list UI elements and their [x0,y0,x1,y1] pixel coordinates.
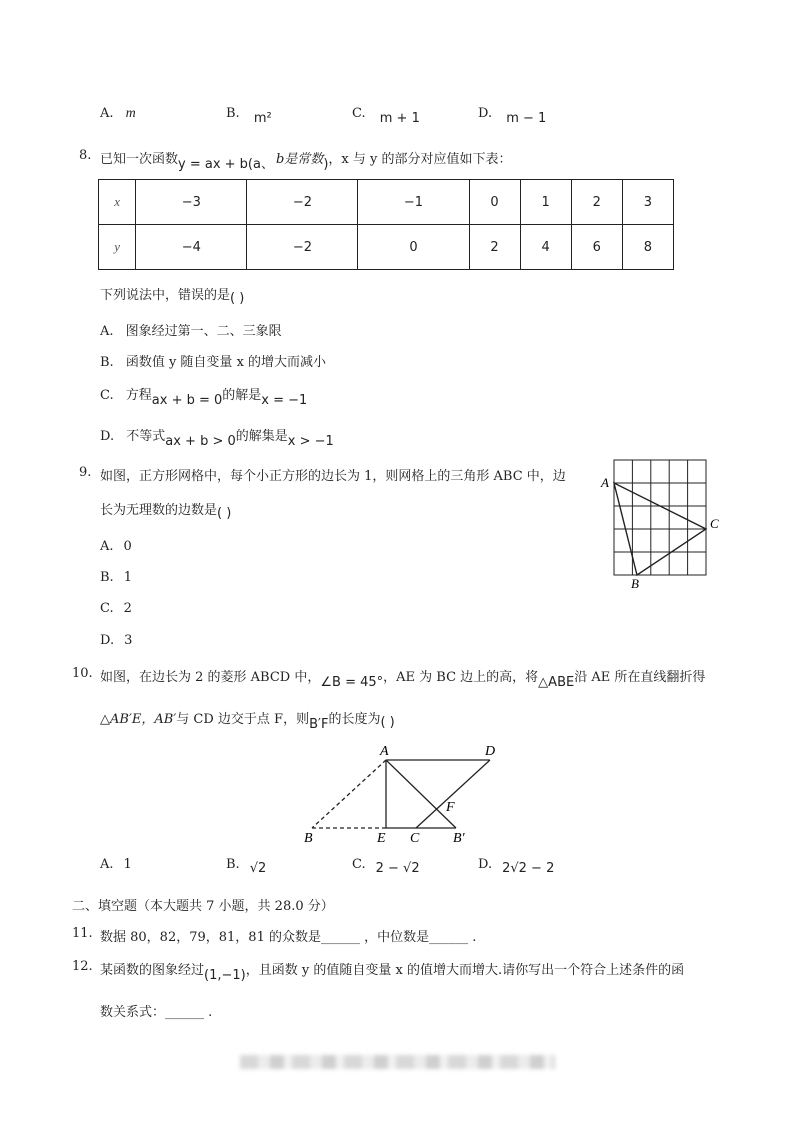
table-header-x: x [99,180,136,225]
label-c: C [710,516,719,531]
q10-line1 [100,666,706,690]
q10-line2-c: 的长度为 [328,712,381,727]
q8-option-c-letter: C. [100,388,114,403]
table-cell: 1 [520,180,571,225]
q8-paren: ( ) [230,291,245,306]
q7-option-c-text: m + 1 [379,111,420,126]
q9-line2 [100,499,232,521]
label-c: C [410,831,420,846]
table-cell: 3 [622,180,673,225]
q8-option-d-pre: 不等式 [126,429,166,444]
q8-stem: 已知一次函数y = ax + b(a、 b是常数)，x 与 y 的部分对应值如下表： [100,152,512,172]
q8-question-text: 下列说法中，错误的是 [100,288,231,303]
q9-grid-figure [596,456,726,590]
q8-option-b [100,351,326,370]
q8-option-c-mid: 的解是 [222,388,262,403]
q10-number: 10. [72,666,93,681]
label-e: E [377,831,386,846]
q10-option-b-letter: B. [226,857,240,872]
q10-option-c [352,857,420,876]
q9-number: 9. [79,465,92,480]
q10-line2-b: 与 CD 边交于点 F，则 [176,712,310,727]
q8-option-c-formula2: x = −1 [261,393,308,408]
table-cell: 6 [571,225,622,270]
q12-line1 [100,959,685,983]
q8-option-d [100,425,334,449]
q9-option-c-letter: C. [100,601,114,616]
table-cell: 2 [469,225,520,270]
q8-option-a-letter: A. [100,324,114,339]
q8-option-d-formula2: x > −1 [287,434,334,449]
seg-dc [416,760,490,828]
q10-option-d [478,857,555,876]
q8-stem-a: 已知一次函数 [100,152,179,167]
q10-option-c-text: 2 − √2 [375,861,420,876]
q10-triangle: △ABE [538,675,575,690]
q8-option-c [100,384,308,408]
q8-option-d-mid: 的解集是 [235,429,288,444]
q9-option-b-text: 1 [123,570,132,585]
q10-option-c-letter: C. [352,857,366,872]
q12-line2: 数关系式：______ . [100,1005,213,1020]
table-cell: 0 [358,225,469,270]
q8-option-c-pre: 方程 [125,388,152,403]
q7-option-b [226,106,272,126]
q10-option-b [226,857,267,876]
q8-option-b-letter: B. [100,355,114,370]
q10-option-a-letter: A. [100,857,114,872]
q8-stem-b: b是常数 [275,152,324,167]
q10-option-a-text: 1 [123,857,132,872]
q7-option-b-letter: B. [226,106,240,121]
q7-option-a [100,106,136,122]
q11-text: 数据 80，82，79，81，81 的众数是______ ，中位数是______ . [100,930,477,945]
q10-line1-b: ，AE 为 BC 边上的高，将 [383,670,539,685]
label-f: F [446,800,455,815]
q7-option-a-letter: A. [100,106,114,121]
section-title: 二、填空题（本大题共 7 小题，共 28.0 分） [72,899,334,914]
q9-option-d-text: 3 [124,633,133,648]
q12-line1-a: 某函数的图象经过 [100,963,205,978]
blurred-footer [240,1055,555,1069]
label-a: A [380,744,389,759]
q8-number: 8. [79,148,92,163]
q10-line1-c: 沿 AE 所在直线翻折得 [574,670,706,685]
q10-option-d-letter: D. [478,857,493,872]
label-d: D [485,744,496,759]
q12-line1-b: ，且函数 y 的值随自变量 x 的值增大而增大.请你写出一个符合上述条件的函 [245,963,685,978]
table-cell: 0 [469,180,520,225]
q8-option-d-formula1: ax + b > 0 [165,434,236,449]
q9-option-c [100,601,132,616]
q10-line2 [100,708,395,732]
table-cell: −2 [247,225,358,270]
q12-number: 12. [72,959,93,974]
table-cell: 2 [571,180,622,225]
q10-line2-a: △AB′E，AB′ [100,712,177,727]
q10-line1-a: 如图，在边长为 2 的菱形 ABCD 中， [100,670,321,685]
q8-option-c-formula1: ax + b = 0 [151,393,223,408]
q10-paren: ( ) [380,715,395,730]
table-cell: −4 [136,225,247,270]
label-b: B [304,831,313,846]
table-row-x [99,180,674,225]
q10-angle: ∠B = 45° [320,675,384,690]
q8-stem-formula: y = ax + b(a、 [178,157,274,172]
table-cell: −2 [247,180,358,225]
q7-option-d-text: m − 1 [506,111,547,126]
label-b: B [631,576,639,590]
q7-option-c [352,106,420,126]
q8-question [100,284,245,306]
seg-ab2 [386,760,456,828]
q7-option-a-text: m [125,106,136,121]
q9-option-a-letter: A. [100,539,114,554]
q10-option-d-text: 2√2 − 2 [502,861,555,876]
q9-option-d-letter: D. [100,633,115,648]
q10-rhombus-figure [296,738,516,848]
q9-option-b-letter: B. [100,570,114,585]
label-b-prime: B′ [453,831,465,846]
q8-stem-c: x 与 y 的部分对应值如下表： [341,152,512,167]
q7-option-d-letter: D. [478,106,493,121]
q9-option-c-text: 2 [123,601,132,616]
table-cell: 4 [520,225,571,270]
label-a: A [601,475,609,490]
q10-seg: B′F [309,717,329,732]
q9-line2-text: 长为无理数的边数是 [100,503,218,518]
q8-option-d-letter: D. [100,429,115,444]
table-row-y [99,225,674,270]
q9-option-a [100,539,132,554]
q9-line1: 如图，正方形网格中，每个小正方形的边长为 1，则网格上的三角形 ABC 中，边 [100,469,566,484]
q8-option-a-text: 图象经过第一、二、三象限 [125,324,282,339]
seg-ab-dashed [312,760,386,828]
table-cell: 8 [622,225,673,270]
q7-option-c-letter: C. [352,106,366,121]
q10-option-a [100,857,132,872]
q10-option-b-text: √2 [249,861,267,876]
q9-option-a-text: 0 [123,539,132,554]
q8-value-table [98,179,674,270]
q7-option-d [478,106,547,126]
q8-option-a [100,320,282,339]
table-cell: −3 [136,180,247,225]
q9-paren: ( ) [217,506,232,521]
q8-option-b-text: 函数值 y 随自变量 x 的增大而减小 [125,355,327,370]
q11-number: 11. [72,926,93,941]
q9-option-b [100,570,132,585]
table-cell: −1 [358,180,469,225]
q7-option-b-text: m² [253,111,272,126]
q9-option-d [100,633,132,648]
q12-point: (1,−1) [204,968,246,983]
table-header-y: y [99,225,136,270]
